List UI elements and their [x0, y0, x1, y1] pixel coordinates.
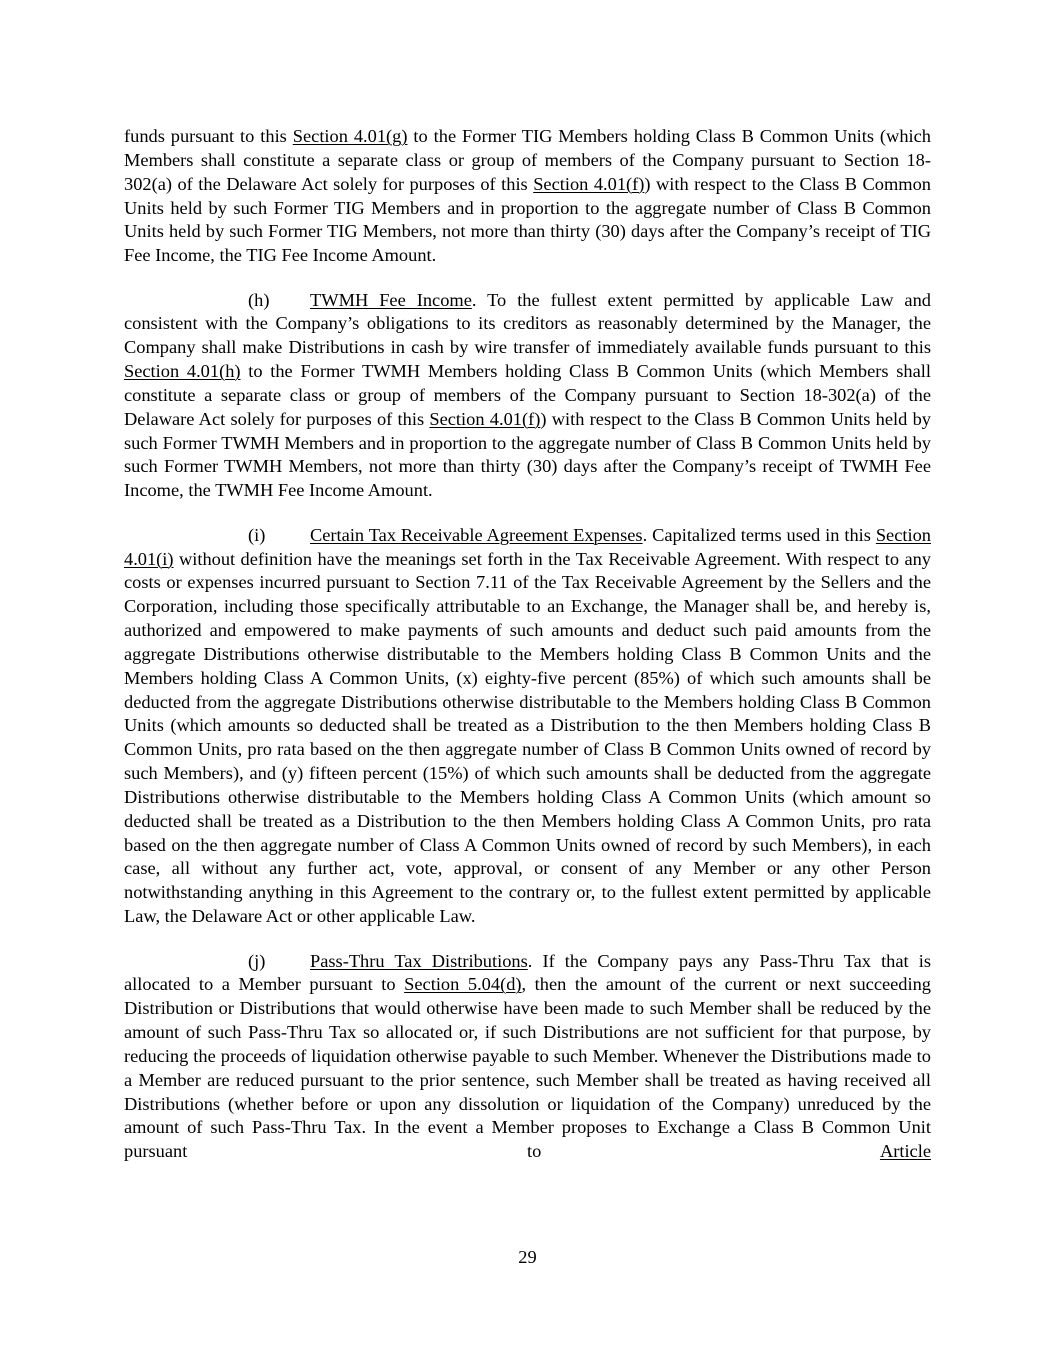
clause-number: (i) [248, 524, 266, 545]
section-reference: Article [879, 1141, 931, 1162]
clause-number: (h) [248, 289, 270, 310]
section-reference: Section 4.01(f) [533, 173, 645, 194]
text: . Capitalized terms used in this [642, 524, 876, 545]
text: ) with respect to the Class B Common Units held by such Former TWMH Members and in proportion to the aggregate number of Class B Common Units held by such Former TWMH Members, not more than thirty (30) days after the Company’s receipt of TWMH Fee Income, the TWMH Fee Income Amount. [124, 408, 931, 501]
text: , then the amount of the current or next succeeding Distribution or Distributions that would otherwise have been made to such Member shall be reduced by the amount of such Pass-Thru Tax so allocated or, if such Distributions are not sufficient for that purpose, by reducing the proceeds of liquidation otherwise payable to such Member. Whenever the Distributions made to a Member are reduced pursuant to the prior sentence, such Member shall be treated as having received all Distributions (whether before or upon any dissolution or liquidation of the Company) unreduced by the amount of such Pass-Thru Tax. In the event a Member proposes to Exchange a Class B Common Unit pursuant to [124, 974, 932, 1162]
section-reference: Section 5.04(d) [404, 974, 522, 995]
clause-heading: TWMH Fee Income [310, 289, 472, 310]
page-number: 29 [518, 1247, 537, 1267]
text: without definition have the meanings set forth in the Tax Receivable Agreement. With respect to any costs or expenses incurred pursuant to Section 7.11 of the Tax Receivable Agreement by the Sellers and the Corporation, including those specifically attributable to an Exchange, the Manager shall be, and hereby is, authorized and empowered to make payments of such amounts and deduct such paid amounts from the aggregate Distributions otherwise distributable to the Members holding Class B Common Units and the Members holding Class A Common Units, (x) eighty-five percent (85%) of which such amounts shall be deducted from the aggregate Distributions otherwise distributable to the Members holding Class B Common Units (which amounts so deducted shall be treated as a Distribution to the then Members holding Class B Common Units, pro rata based on the then aggregate number of Class B Common Units owned of record by such Members), and (y) fifteen percent (15%) of which such amounts shall be deducted from the aggregate Distributions otherwise distributable to the Members holding Class A Common Units (which amount so deducted shall be treated as a Distribution to the then Members holding Class A Common Units, pro rata based on the then aggregate number of Class A Common Units owned of record by such Members), in each case, all without any further act, vote, approval, or consent of any Member or any other Person notwithstanding anything in this Agreement to the contrary or, to the fullest extent permitted by applicable Law, the Delaware Act or other applicable Law. [124, 548, 931, 927]
section-reference: Section 4.01(i) [124, 524, 931, 569]
document-body [124, 125, 931, 1164]
clause-heading: Certain Tax Receivable Agreement Expenses [310, 524, 643, 545]
text: ) with respect to the Class B Common Units held by such Former TIG Members and in proportion to the aggregate number of Class B Common Units held by such Former TIG Members, not more than thirty (30) days after the Company’s receipt of TIG Fee Income, the TIG Fee Income Amount. [124, 173, 931, 266]
section-reference: Section 4.01(f) [429, 408, 541, 429]
paragraph-i [124, 524, 931, 929]
section-reference: Section 4.01(g) [292, 126, 408, 146]
clause-heading: Pass-Thru Tax Distributions [310, 950, 528, 971]
text: . If the Company pays any Pass-Thru Tax that is allocated to a Member pursuant to [124, 950, 931, 995]
section-reference: Section 4.01(h) [124, 361, 241, 382]
paragraph-h [124, 289, 931, 504]
paragraph-j [124, 950, 931, 1165]
text: funds pursuant to this [124, 126, 293, 146]
clause-number: (j) [248, 950, 266, 971]
text: . To the fullest extent permitted by applicable Law and consistent with the Company’s obligations to its creditors as reasonably determined by the Manager, the Company shall make Distributions in cash by wire transfer of immediately available funds pursuant to this [124, 289, 931, 358]
paragraph-g-continued [124, 125, 931, 268]
text: to the Former TIG Members holding Class B Common Units (which Members shall constitute a separate class or group of members of the Company pursuant to Section 18-302(a) of the Delaware Act solely for purposes of this [124, 126, 931, 194]
text: to the Former TWMH Members holding Class B Common Units (which Members shall constitute a separate class or group of members of the Company pursuant to Section 18-302(a) of the Delaware Act solely for purposes of this [124, 361, 931, 429]
